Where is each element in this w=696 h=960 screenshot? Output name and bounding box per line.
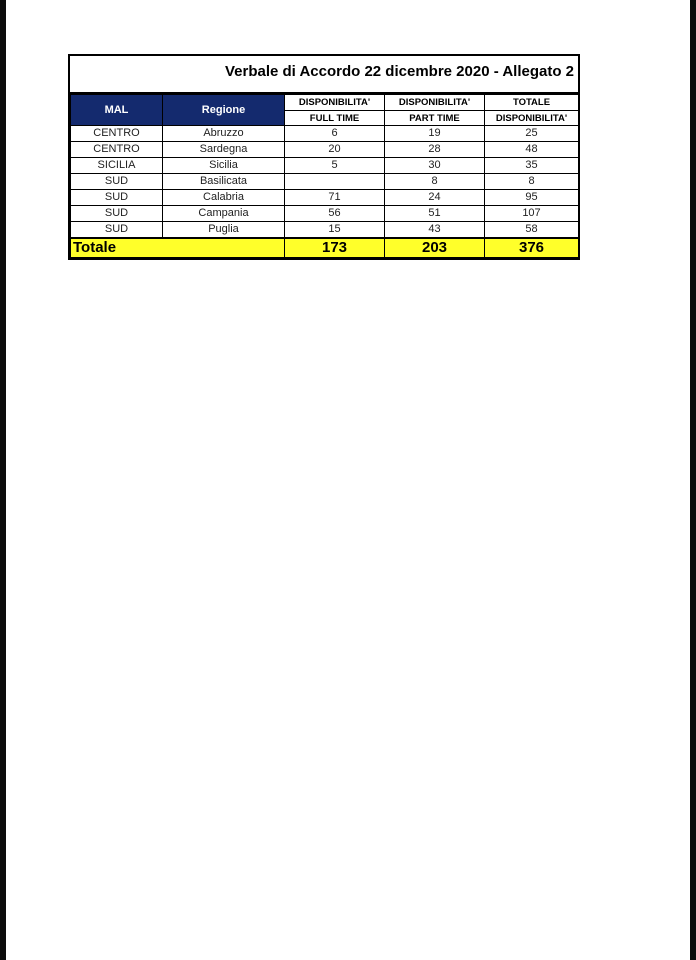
- table-header-row: [71, 95, 579, 126]
- cell-full-time: 56: [285, 206, 385, 222]
- cell-regione: Sicilia: [163, 158, 285, 174]
- table-row: [71, 126, 579, 142]
- table-row: [71, 190, 579, 206]
- totals-row: [71, 238, 579, 258]
- table-row: [71, 206, 579, 222]
- totals-full-time: 173: [285, 238, 385, 258]
- cell-totale: 107: [485, 206, 579, 222]
- header-totale-bottom: DISPONIBILITA': [495, 113, 568, 124]
- cell-part-time: 8: [385, 174, 485, 190]
- header-mal: MAL: [71, 95, 163, 126]
- header-part-time: [385, 95, 485, 126]
- cell-mal: SUD: [71, 174, 163, 190]
- cell-full-time: 15: [285, 222, 385, 239]
- table-row: [71, 158, 579, 174]
- cell-regione: Abruzzo: [163, 126, 285, 142]
- disponibilita-table: [70, 94, 579, 258]
- cell-part-time: 28: [385, 142, 485, 158]
- cell-part-time: 24: [385, 190, 485, 206]
- allegato-table-container: [68, 54, 580, 260]
- header-full-time-bottom: FULL TIME: [309, 113, 360, 124]
- header-totale-top: TOTALE: [485, 95, 578, 111]
- document-page: [6, 0, 690, 960]
- cell-regione: Basilicata: [163, 174, 285, 190]
- cell-full-time: [285, 174, 385, 190]
- cell-totale: 25: [485, 126, 579, 142]
- cell-totale: 95: [485, 190, 579, 206]
- cell-part-time: 30: [385, 158, 485, 174]
- header-regione: Regione: [163, 95, 285, 126]
- cell-part-time: 43: [385, 222, 485, 239]
- totals-part-time: 203: [385, 238, 485, 258]
- cell-totale: 8: [485, 174, 579, 190]
- cell-regione: Campania: [163, 206, 285, 222]
- cell-mal: CENTRO: [71, 142, 163, 158]
- cell-totale: 58: [485, 222, 579, 239]
- cell-part-time: 19: [385, 126, 485, 142]
- header-totale: [485, 95, 579, 126]
- cell-part-time: 51: [385, 206, 485, 222]
- cell-regione: Calabria: [163, 190, 285, 206]
- header-part-time-top: DISPONIBILITA': [385, 95, 484, 111]
- cell-regione: Puglia: [163, 222, 285, 239]
- header-part-time-bottom: PART TIME: [409, 113, 460, 124]
- document-title: Verbale di Accordo 22 dicembre 2020 - Allegato 2: [70, 56, 578, 94]
- cell-mal: SICILIA: [71, 158, 163, 174]
- cell-full-time: 71: [285, 190, 385, 206]
- cell-mal: SUD: [71, 190, 163, 206]
- cell-mal: CENTRO: [71, 126, 163, 142]
- cell-mal: SUD: [71, 222, 163, 239]
- cell-regione: Sardegna: [163, 142, 285, 158]
- cell-full-time: 6: [285, 126, 385, 142]
- table-row: [71, 142, 579, 158]
- cell-full-time: 20: [285, 142, 385, 158]
- totals-totale: 376: [485, 238, 579, 258]
- table-row: [71, 222, 579, 239]
- totals-label: Totale: [71, 238, 285, 258]
- cell-totale: 48: [485, 142, 579, 158]
- cell-totale: 35: [485, 158, 579, 174]
- cell-full-time: 5: [285, 158, 385, 174]
- table-row: [71, 174, 579, 190]
- header-full-time-top: DISPONIBILITA': [285, 95, 384, 111]
- header-full-time: [285, 95, 385, 126]
- cell-mal: SUD: [71, 206, 163, 222]
